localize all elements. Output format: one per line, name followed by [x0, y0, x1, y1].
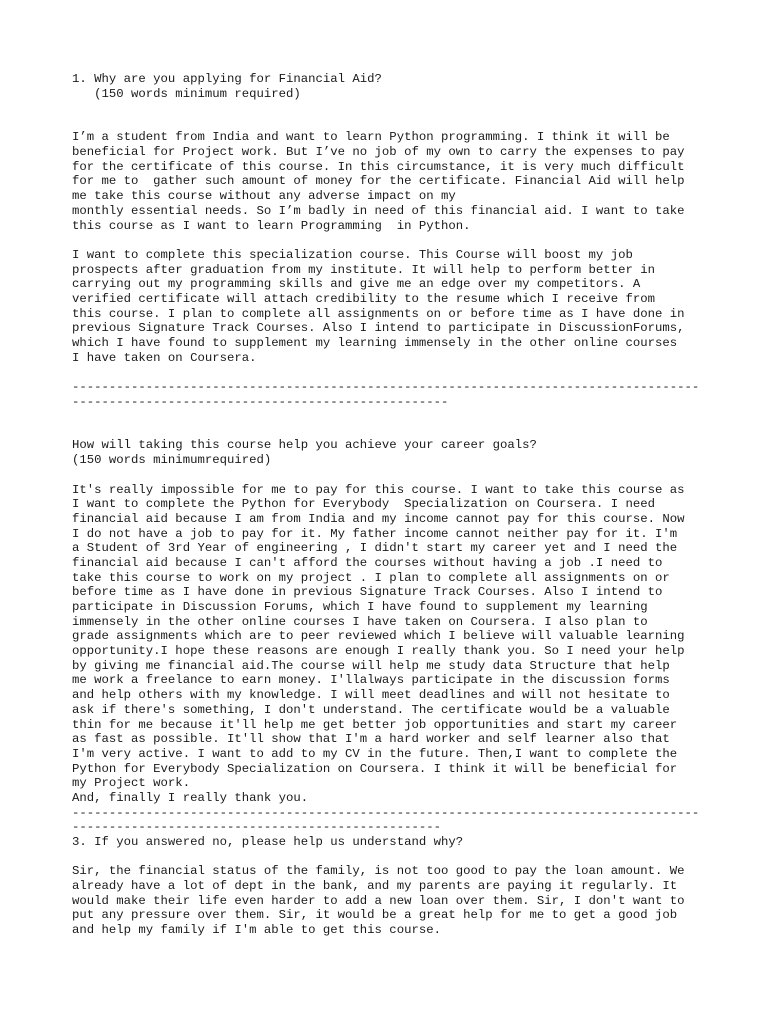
question-2-title: How will taking this course help you achieve your career goals?	[72, 438, 537, 453]
answer-line: verified certificate will attach credibility to the resume which I receive from	[72, 291, 655, 306]
answer-line: participate in Discussion Forums, which I have found to supplement my learning	[72, 600, 648, 614]
answer-line: take this course to work on my project . I plan to complete all assignments on or	[72, 570, 670, 585]
answer-line: ask if there's something, I don't understand. The certificate would be a valuable	[72, 702, 670, 717]
answer-line: carrying out my programming skills and give me an edge over my competitors. A	[72, 277, 641, 292]
answer-line: which I have found to supplement my learning immensely in the other online courses	[72, 336, 678, 350]
answer-line: I want to complete this specialization course. This Course will boost my job	[72, 247, 633, 262]
answer-line: grade assignments which are to peer reviewed which I believe will valuable learning	[72, 629, 685, 644]
question-1-answer-paragraph-1	[72, 130, 712, 233]
answer-line: this course. I plan to complete all assignments on or before time as I have done in	[72, 306, 685, 321]
question-1-title: 1. Why are you applying for Financial Aid?	[72, 72, 382, 86]
answer-line: already have a lot of dept in the bank, and my parents are paying it regularly. It	[72, 879, 678, 894]
answer-line: I do not have a job to pay for it. My father income cannot neither pay for it. I'm	[72, 526, 678, 541]
answer-line: prospects after graduation from my institute. It will help to perform better in	[72, 262, 655, 277]
answer-line: put any pressure over them. Sir, it would be a great help for me to get a good job	[72, 908, 678, 923]
answer-line: a Student of 3rd Year of engineering , I didn't start my career yet and I need the	[72, 541, 678, 556]
answer-line: thin for me because it'll help me get better job opportunities and start my career	[72, 717, 678, 732]
separator-line: ---------------------------------------------------	[72, 394, 449, 409]
separator-line: -------------------------------------------------------------------------------------	[72, 805, 700, 820]
answer-line: as fast as possible. It'll show that I'm a hard worker and self learner also that	[72, 732, 670, 747]
answer-line: financial aid because I am from India and my income cannot pay for this course. Now	[72, 511, 685, 526]
question-1-requirement: (150 words minimum required)	[72, 86, 301, 101]
answer-line: It's really impossible for me to pay for this course. I want to take this course as	[72, 482, 685, 497]
separator-line: -------------------------------------------------------------------------------------	[72, 380, 700, 395]
answer-line: financial aid because I can't afford the courses without having a job .I need to	[72, 555, 663, 570]
answer-line: Sir, the financial status of the family, is not too good to pay the loan amount. We	[72, 864, 685, 879]
answer-line: previous Signature Track Courses. Also I intend to participate in DiscussionForums,	[72, 321, 685, 336]
answer-line: before time as I have done in previous Signature Track Courses. Also I intend to	[72, 585, 663, 600]
answer-line: I’m a student from India and want to learn Python programming. I think it will be	[72, 130, 670, 145]
separator-line: --------------------------------------------------	[72, 820, 441, 835]
answer-line: me take this course without any adverse impact on my	[72, 189, 456, 204]
answer-line: beneficial for Project work. But I’ve no job of my own to carry the expenses to pay	[72, 145, 685, 160]
answer-line: my Project work.	[72, 776, 191, 791]
question-3-answer-paragraph	[72, 864, 712, 937]
answer-line: I want to complete the Python for Everybody Specialization on Coursera. I need	[72, 497, 655, 512]
answer-line: I'm very active. I want to add to my CV in the future. Then,I want to complete the	[72, 746, 678, 761]
answer-line: Python for Everybody Specialization on Coursera. I think it will be beneficial for	[72, 761, 678, 776]
answer-line: by giving me financial aid.The course will help me study data Structure that help	[72, 658, 670, 673]
answer-line: immensely in the other online courses I have taken on Coursera. I also plan to	[72, 614, 648, 629]
document-page	[72, 72, 712, 938]
separator-1	[72, 380, 712, 409]
question-3-title: 3. If you answered no, please help us understand why?	[72, 835, 464, 849]
question-2-requirement: (150 words minimumrequired)	[72, 453, 272, 468]
answer-line: I have taken on Coursera.	[72, 350, 257, 365]
answer-line: monthly essential needs. So I’m badly in need of this financial aid. I want to take	[72, 203, 685, 218]
answer-line: would make their life even harder to add a new loan over them. Sir, I don't want to	[72, 893, 685, 908]
answer-line: this course as I want to learn Programming in Python.	[72, 218, 471, 233]
answer-line: And, finally I really thank you.	[72, 790, 309, 805]
question-1-answer-paragraph-2	[72, 248, 712, 366]
answer-line: for the certificate of this course. In this circumstance, it is very much difficult	[72, 159, 685, 174]
question-2-answer-paragraph	[72, 483, 712, 806]
answer-line: and help my family if I'm able to get this course.	[72, 923, 441, 938]
separator-2	[72, 806, 712, 835]
answer-line: me work a freelance to earn money. I'llalways participate in the discussion forms	[72, 673, 670, 688]
answer-line: and help others with my knowledge. I will meet deadlines and will not hesitate to	[72, 688, 670, 703]
answer-line: opportunity.I hope these reasons are enough I really thank you. So I need your help	[72, 644, 685, 659]
answer-line: for me to gather such amount of money for the certificate. Financial Aid will help	[72, 174, 685, 189]
